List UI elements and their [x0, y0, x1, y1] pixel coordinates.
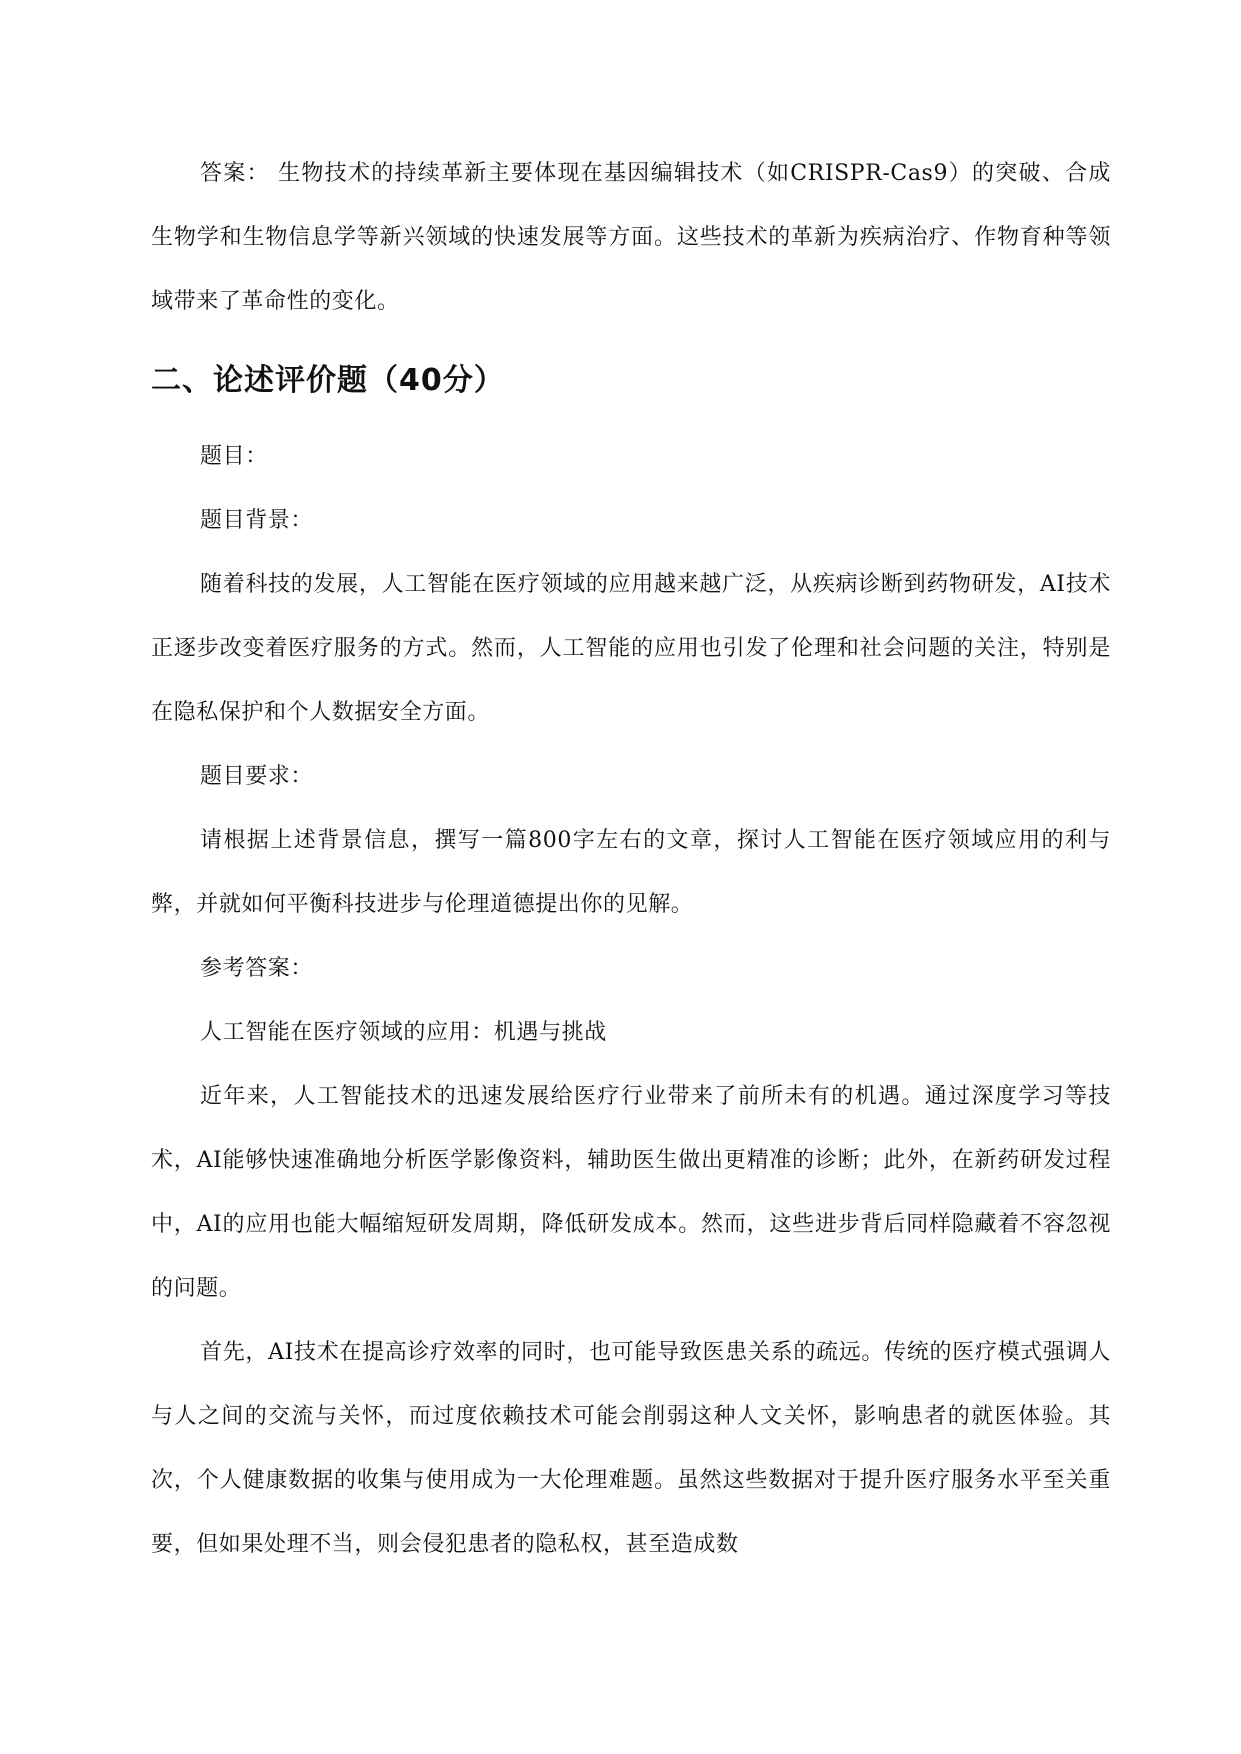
- requirement-paragraph: 请根据上述背景信息，撰写一篇800字左右的文章，探讨人工智能在医疗领域应用的利与弊，并就如何平衡科技进步与伦理道德提出你的见解。: [151, 828, 1111, 917]
- requirement-label: 题目要求：: [200, 764, 314, 789]
- answer-paragraph: 答案： 生物技术的持续革新主要体现在基因编辑技术（如CRISPR-Cas9）的突破、合成生物学和生物信息学等新兴领域的快速发展等方面。这些技术的革新为疾病治疗、作物育种等领域带来了革命性的变化。: [151, 161, 1111, 314]
- reference-answer-label: 参考答案：: [200, 956, 314, 981]
- document-body: [151, 142, 1111, 1577]
- background-paragraph: 随着科技的发展，人工智能在医疗领域的应用越来越广泛，从疾病诊断到药物研发，AI技术正逐步改变着医疗服务的方式。然而，人工智能的应用也引发了伦理和社会问题的关注，特别是在隐私保护和个人数据安全方面。: [151, 572, 1111, 725]
- essay-paragraph-2: 首先，AI技术在提高诊疗效率的同时，也可能导致医患关系的疏远。传统的医疗模式强调人与人之间的交流与关怀，而过度依赖技术可能会削弱这种人文关怀，影响患者的就医体验。其次，个人健康数据的收集与使用成为一大伦理难题。虽然这些数据对于提升医疗服务水平至关重要，但如果处理不当，则会侵犯患者的隐私权，甚至造成数: [151, 1340, 1111, 1557]
- essay-title: 人工智能在医疗领域的应用：机遇与挑战: [200, 1020, 607, 1045]
- background-label: 题目背景：: [200, 508, 314, 533]
- section-heading: 二、论述评价题（40分）: [151, 363, 505, 398]
- essay-paragraph-1: 近年来，人工智能技术的迅速发展给医疗行业带来了前所未有的机遇。通过深度学习等技术，AI能够快速准确地分析医学影像资料，辅助医生做出更精准的诊断；此外，在新药研发过程中，AI的应用也能大幅缩短研发周期，降低研发成本。然而，这些进步背后同样隐藏着不容忽视的问题。: [151, 1084, 1111, 1301]
- question-label: 题目：: [200, 444, 268, 469]
